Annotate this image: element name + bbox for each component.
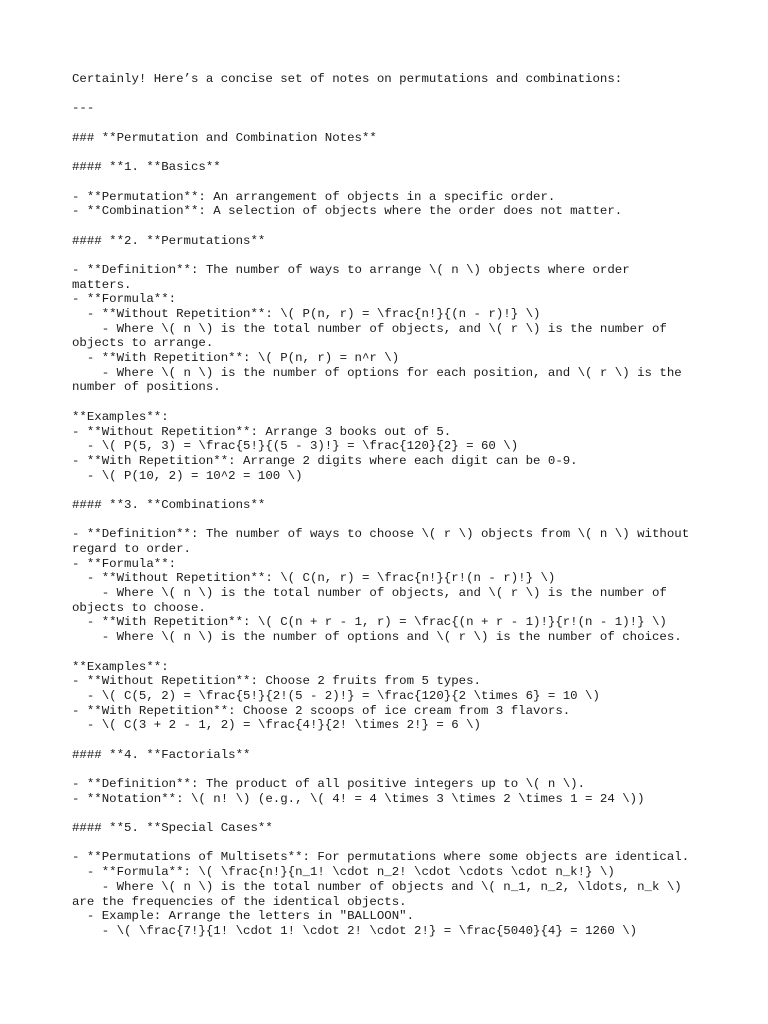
text-line: - Where \( n \) is the total number of objects, and \( r \) is the number of [72, 321, 667, 336]
text-line: - \( C(5, 2) = \frac{5!}{2!(5 - 2)!} = \frac{120}{2 \times 6} = 10 \) [72, 688, 600, 703]
text-line [72, 483, 712, 498]
text-line: - \( \frac{7!}{1! \cdot 1! \cdot 2! \cdot 2!} = \frac{5040}{4} = 1260 \) [72, 923, 638, 938]
text-line: number of positions. [72, 380, 221, 395]
text-line [72, 395, 712, 410]
text-line: - **Permutation**: An arrangement of objects in a specific order. [72, 189, 556, 204]
text-line: - Where \( n \) is the number of options and \( r \) is the number of choices. [72, 630, 682, 645]
text-line: - \( C(3 + 2 - 1, 2) = \frac{4!}{2! \times 2!} = 6 \) [72, 718, 481, 733]
text-line: are the frequencies of the identical objects. [72, 894, 407, 909]
text-line: - **Permutations of Multisets**: For permutations where some objects are identical. [72, 850, 690, 865]
text-line: #### **5. **Special Cases** [72, 821, 273, 836]
text-line: - Where \( n \) is the number of options for each position, and \( r \) is the [72, 365, 682, 380]
text-line [72, 645, 712, 660]
text-line [72, 836, 712, 851]
text-line: #### **4. **Factorials** [72, 747, 251, 762]
text-line: - **With Repetition**: Arrange 2 digits where each digit can be 0-9. [72, 453, 578, 468]
text-line: - **Definition**: The number of ways to choose \( r \) objects from \( n \) without [72, 527, 690, 542]
text-line [72, 219, 712, 234]
text-line: - **Without Repetition**: Choose 2 fruits from 5 types. [72, 674, 481, 689]
text-line: objects to choose. [72, 600, 206, 615]
text-line: - \( P(10, 2) = 10^2 = 100 \) [72, 468, 303, 483]
text-line [72, 116, 712, 131]
text-line [72, 145, 712, 160]
text-line: objects to arrange. [72, 336, 214, 351]
text-line: - **With Repetition**: \( C(n + r - 1, r) = \frac{(n + r - 1)!}{r!(n - 1)!} \) [72, 615, 667, 630]
text-line: - **Formula**: [72, 292, 177, 307]
text-line [72, 806, 712, 821]
text-line [72, 762, 712, 777]
text-line: - **Definition**: The number of ways to arrange \( n \) objects where order [72, 262, 630, 277]
text-line: - **Without Repetition**: \( P(n, r) = \frac{n!}{(n - r)!} \) [72, 307, 541, 321]
text-line: - Where \( n \) is the total number of objects and \( n_1, n_2, \ldots, n_k \) [72, 879, 682, 894]
text-line: - Where \( n \) is the total number of objects, and \( r \) is the number of [72, 586, 667, 601]
text-line [72, 175, 712, 190]
text-line: **Examples**: [72, 409, 169, 424]
text-line: matters. [72, 277, 132, 292]
text-line: - **Combination**: A selection of objects where the order does not matter. [72, 204, 623, 219]
text-line: #### **1. **Basics** [72, 160, 221, 175]
text-line: - **Formula**: [72, 556, 177, 571]
text-line [72, 87, 712, 102]
text-line: --- [72, 101, 95, 116]
text-line [72, 248, 712, 263]
text-line: ### **Permutation and Combination Notes** [72, 130, 377, 145]
text-line: #### **2. **Permutations** [72, 233, 266, 248]
text-line: - Example: Arrange the letters in "BALLOON". [72, 909, 415, 924]
text-line: - **Without Repetition**: \( C(n, r) = \frac{n!}{r!(n - r)!} \) [72, 571, 556, 586]
text-line: Certainly! Here’s a concise set of notes on permutations and combinations: [72, 72, 623, 86]
text-line: - **With Repetition**: Choose 2 scoops of ice cream from 3 flavors. [72, 703, 571, 718]
document-text-body [72, 72, 712, 939]
text-line: - **Without Repetition**: Arrange 3 books out of 5. [72, 424, 452, 439]
text-line: - **Formula**: \( \frac{n!}{n_1! \cdot n_2! \cdot \cdots \cdot n_k!} \) [72, 865, 615, 880]
text-line [72, 733, 712, 748]
text-line: #### **3. **Combinations** [72, 497, 266, 512]
text-line: regard to order. [72, 542, 191, 556]
text-line [72, 513, 712, 528]
text-line: - **Definition**: The product of all positive integers up to \( n \). [72, 777, 586, 791]
text-line: - **With Repetition**: \( P(n, r) = n^r \) [72, 351, 400, 366]
text-line: - **Notation**: \( n! \) (e.g., \( 4! = 4 \times 3 \times 2 \times 1 = 24 \)) [72, 791, 645, 806]
text-line: **Examples**: [72, 659, 169, 674]
text-line: - \( P(5, 3) = \frac{5!}{(5 - 3)!} = \frac{120}{2} = 60 \) [72, 439, 519, 454]
